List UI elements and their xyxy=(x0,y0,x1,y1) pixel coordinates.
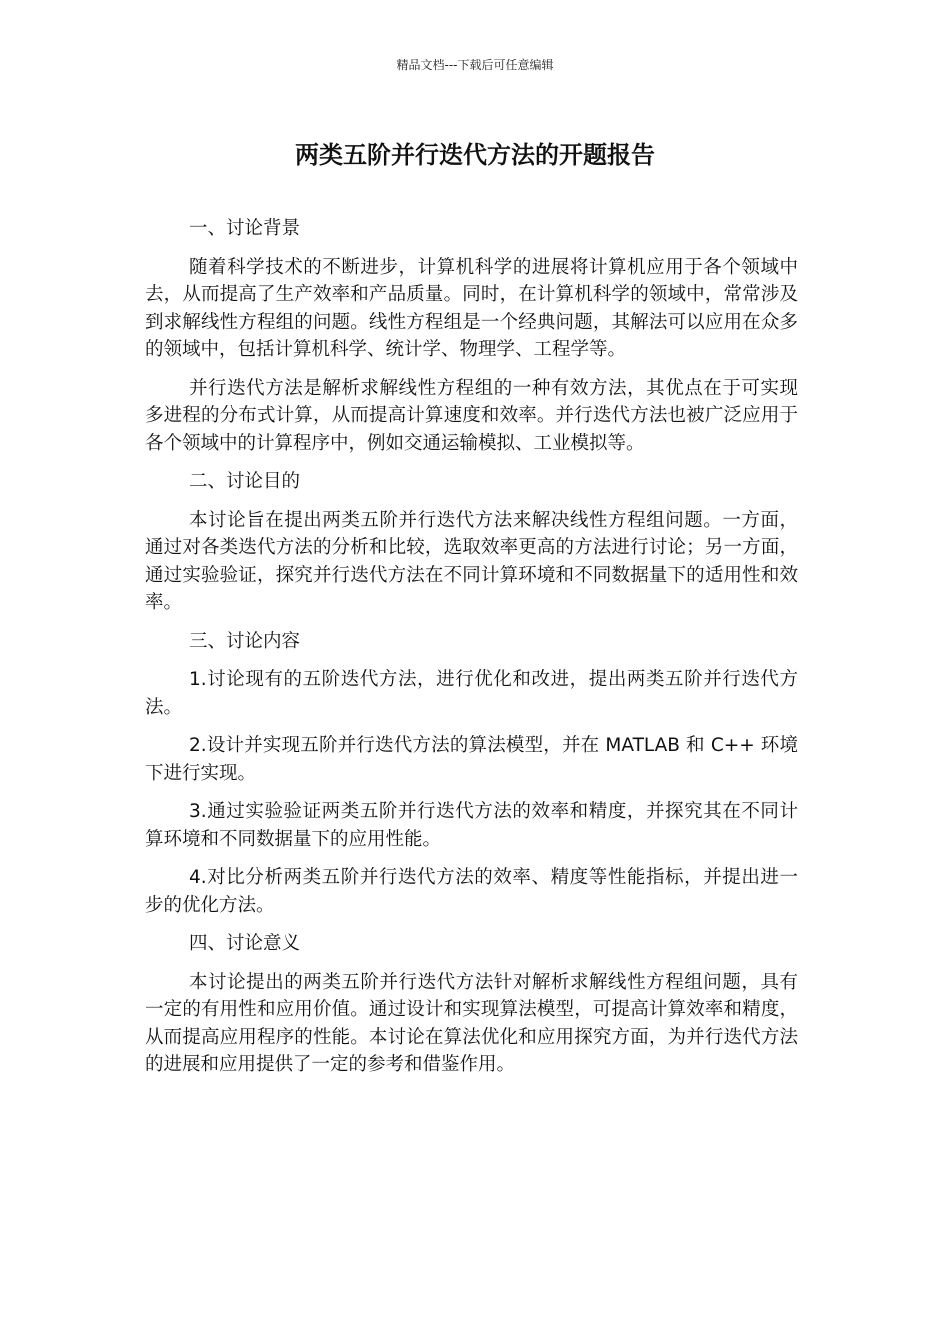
paragraph-significance-1: 本讨论提出的两类五阶并行迭代方法针对解析求解线性方程组问题，具有一定的有用性和应用价值。通过设计和实现算法模型，可提高计算效率和精度，从而提高应用程序的性能。本讨论在算法优化和应用探究方面，为并行迭代方法的进展和应用提供了一定的参考和借鉴作用。 xyxy=(145,971,798,1075)
page-header: 精品文档---下载后可任意编辑 xyxy=(396,58,554,72)
content-item-4: 4.对比分析两类五阶并行迭代方法的效率、精度等性能指标，并提出进一步的优化方法。 xyxy=(145,867,798,916)
paragraph-background-2: 并行迭代方法是解析求解线性方程组的一种有效方法，其优点在于可实现多进程的分布式计算，从而提高计算速度和效率。并行迭代方法也被广泛应用于各个领域中的计算程序中，例如交通运输模拟、工业模拟等。 xyxy=(145,377,798,454)
section-heading-purpose: 二、讨论目的 xyxy=(189,471,301,492)
section-heading-significance: 四、讨论意义 xyxy=(189,933,301,954)
document-body xyxy=(145,215,798,1090)
paragraph-background-1: 随着科学技术的不断进步，计算机科学的进展将计算机应用于各个领域中去，从而提高了生产效率和产品质量。同时，在计算机科学的领域中，常常涉及到求解线性方程组的问题。线性方程组是一个经典问题，其解法可以应用在众多的领域中，包括计算机科学、统计学、物理学、工程学等。 xyxy=(145,256,798,360)
document-title: 两类五阶并行迭代方法的开题报告 xyxy=(295,141,655,169)
paragraph-purpose-1: 本讨论旨在提出两类五阶并行迭代方法来解决线性方程组问题。一方面，通过对各类迭代方法的分析和比较，选取效率更高的方法进行讨论；另一方面，通过实验验证，探究并行迭代方法在不同计算环境和不同数据量下的适用性和效率。 xyxy=(145,509,798,613)
section-heading-background: 一、讨论背景 xyxy=(189,218,301,239)
content-item-1: 1.讨论现有的五阶迭代方法，进行优化和改进，提出两类五阶并行迭代方法。 xyxy=(145,669,798,718)
section-heading-content: 三、讨论内容 xyxy=(189,630,301,652)
content-item-3: 3.通过实验验证两类五阶并行迭代方法的效率和精度，并探究其在不同计算环境和不同数据量下的应用性能。 xyxy=(145,801,798,850)
content-item-2: 2.设计并实现五阶并行迭代方法的算法模型，并在 MATLAB 和 C++ 环境下进行实现。 xyxy=(145,735,798,784)
